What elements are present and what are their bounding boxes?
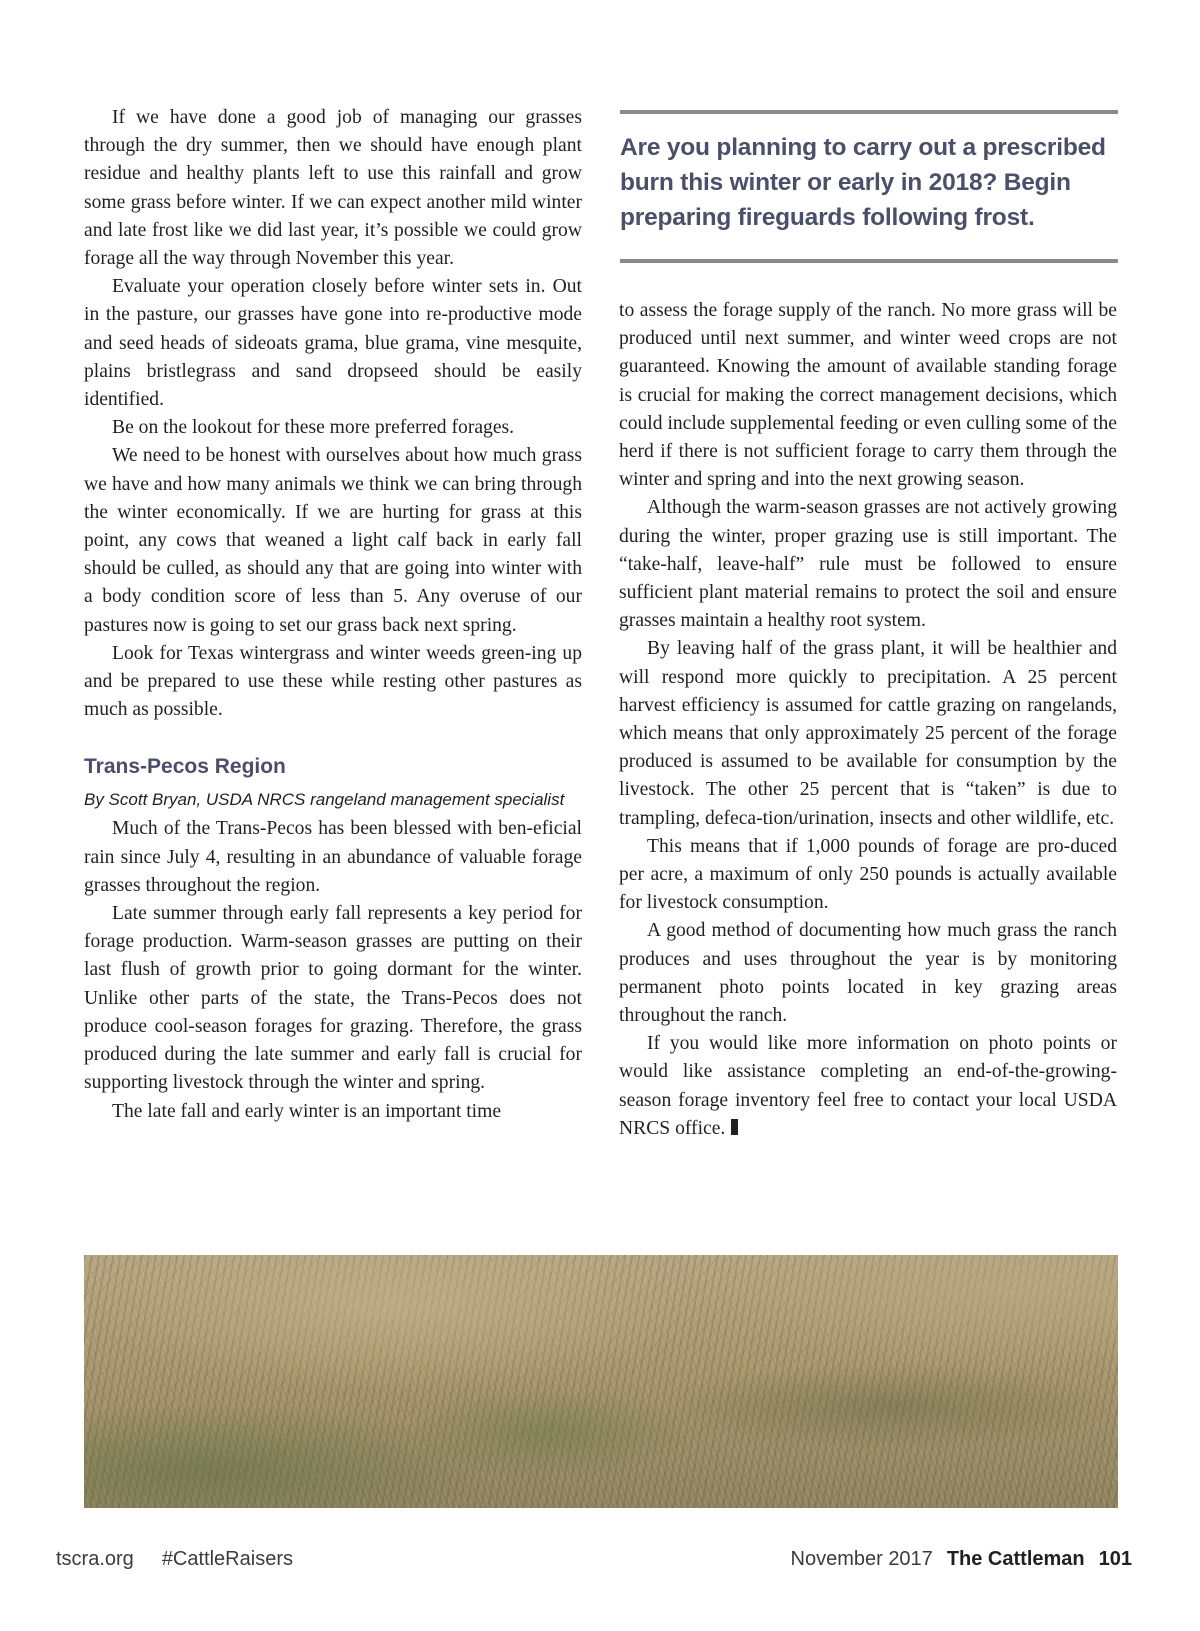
pull-quote (620, 110, 1118, 263)
paragraph: This means that if 1,000 pounds of forage are pro-duced per acre, a maximum of only 250 pounds is actually available for livestock consumption. (619, 835, 1117, 914)
right-column (619, 297, 1117, 1143)
paragraph: Look for Texas wintergrass and winter weeds green-ing up and be prepared to use these while resting other pastures as much as possible. (84, 642, 582, 721)
paragraph: Much of the Trans-Pecos has been blessed with ben-eficial rain since July 4, resulting in an abundance of valuable forage grasses throughout the region. (84, 818, 582, 896)
paragraph: Late summer through early fall represents a key period for forage production. Warm-season grasses are putting on their last flush of growth prior to going dormant for the winter. Unlike other parts of the state, the Trans-Pecos does not produce cool-season forages for grazing. Therefore, the grass produced during the late summer and early fall is crucial for supporting livestock through the winter and spring. (84, 903, 582, 1094)
last-paragraph (619, 1030, 1117, 1143)
paragraph: We need to be honest with ourselves about how much grass we have and how many animals we think we can bring through the winter economically. If we are hurting for grass at this point, any cows that weaned a light calf back in early fall should be culled, as should any that are going into winter with a body condition score of less than 5. Any overuse of our pastures now is going to set our grass back next spring. (84, 445, 582, 636)
pull-quote-text: Are you planning to carry out a prescribed burn this winter or early in 2018? Begin preparing fireguards following frost. (620, 134, 1106, 231)
paragraph-text: If you would like more information on photo points or would like assistance completing an end-of-the-growing-season forage inventory feel free to contact your local USDA NRCS office. (619, 1033, 1117, 1139)
paragraph: By leaving half of the grass plant, it will be healthier and will respond more quickly to precipitation. A 25 percent harvest efficiency is assumed for cattle grazing on rangelands, which means that only approximately 25 percent of the forage produced is assumed to be available for consumption by the livestock. The other 25 percent that is “taken” is due to trampling, defeca-tion/urination, insects and other wildlife, etc. (619, 638, 1117, 829)
page-number: 101 (1098, 1548, 1132, 1570)
end-of-article-mark (731, 1119, 738, 1135)
footer-site: tscra.org (56, 1548, 134, 1570)
section-title: Trans-Pecos Region (84, 755, 286, 779)
paragraph: to assess the forage supply of the ranch. No more grass will be produced until next summer, and winter weed crops are not guaranteed. Knowing the amount of available standing forage is crucial for making the correct management decisions, which could include supplemental feeding or even culling some of the herd if there is not sufficient forage to carry them through the winter and spring and into the next growing season. (619, 300, 1117, 491)
paragraph: Although the warm-season grasses are not actively growing during the winter, proper grazing use is still important. The “take-half, leave-half” rule must be followed to ensure sufficient plant material remains to protect the soil and ensure grasses maintain a healthy root system. (619, 497, 1117, 632)
paragraph: Be on the lookout for these more preferred forages. (112, 417, 515, 439)
grass-pasture-photo (84, 1255, 1118, 1508)
footer-left (56, 1544, 293, 1574)
footer-right (791, 1544, 1133, 1574)
paragraph: Evaluate your operation closely before winter sets in. Out in the pasture, our grasses have gone into re-productive mode and seed heads of sideoats grama, blue grama, vine mesquite, plains bristlegrass and sand dropseed should be easily identified. (84, 276, 582, 411)
footer-issue-date: November 2017 (790, 1548, 933, 1570)
paragraph: A good method of documenting how much grass the ranch produces and uses throughout the year is by monitoring permanent photo points located in key grazing areas throughout the ranch. (619, 920, 1117, 1027)
left-column (84, 104, 582, 1126)
paragraph: The late fall and early winter is an important time (112, 1100, 502, 1122)
footer-magazine-name: The Cattleman (946, 1548, 1085, 1570)
byline: By Scott Bryan, USDA NRCS rangeland management specialist (84, 790, 565, 810)
paragraph: If we have done a good job of managing our grasses through the dry summer, then we should have enough plant residue and healthy plants left to use this rainfall and grow some grass before winter. If we can expect another mild winter and late frost like we did last year, it’s possible we could grow forage all the way through November this year. (84, 107, 582, 270)
footer-hashtag: #CattleRaisers (161, 1548, 293, 1570)
